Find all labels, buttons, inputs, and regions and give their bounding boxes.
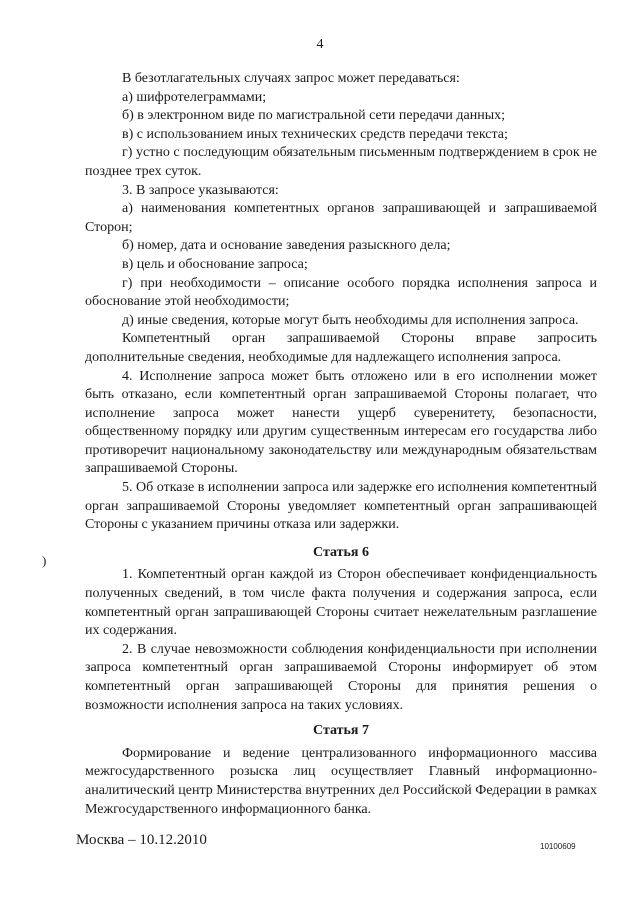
paragraph: 1. Компетентный орган каждой из Сторон обеспечивает конфиденциальность полученных сведений, в том числе факта получения и содержания запроса, если компетентный орган запрашивающей Стороны считает нежелательным разглашение их содержания. bbox=[85, 567, 597, 639]
margin-mark: ) bbox=[42, 553, 47, 568]
article-6 bbox=[85, 544, 597, 715]
paragraph: Компетентный орган запрашиваемой Стороны вправе запросить дополнительные сведения, необходимые для надлежащего исполнения запроса. bbox=[85, 331, 597, 365]
paragraph: а) шифротелеграммами; bbox=[122, 89, 267, 105]
paragraph: б) в электронном виде по магистральной сети передачи данных; bbox=[122, 108, 506, 124]
paragraph: 4. Исполнение запроса может быть отложено или в его исполнении может быть отказано, если компетентный орган запрашиваемой Стороны полагает, что исполнение запроса может нанести ущерб суверенитету, безопасности, общественному порядку или другим существенным интересам его государства либо противоречит национальному законодательству или международным обязательствам запрашиваемой Стороны. bbox=[85, 368, 597, 477]
paragraph: в) цель и обоснование запроса; bbox=[122, 256, 308, 272]
article-7 bbox=[85, 722, 597, 819]
article-heading: Статья 6 bbox=[313, 544, 369, 560]
paragraph: 5. Об отказе в исполнении запроса или задержке его исполнения компетентный орган запрашиваемой Стороны уведомляет компетентный орган запрашивающей Стороны с указанием причины отказа или задержки. bbox=[85, 480, 597, 533]
paragraph: б) номер, дата и основание заведения разыскного дела; bbox=[122, 238, 451, 254]
paragraph: 3. В запросе указываются: bbox=[122, 182, 279, 198]
footer-place-date: Москва – 10.12.2010 bbox=[76, 832, 207, 848]
document-body bbox=[85, 70, 597, 819]
paragraph: д) иные сведения, которые могут быть необходимы для исполнения запроса. bbox=[122, 312, 579, 328]
paragraph: г) устно с последующим обязательным письменным подтверждением в срок не позднее трех суток. bbox=[85, 145, 597, 179]
footer-code: 10100609 bbox=[540, 842, 576, 851]
paragraph: Формирование и ведение централизованного информационного массива межгосударственного розыска лиц осуществляет Главный информационно-аналитический центр Министерства внутренних дел Российской Федерации в рамках Межгосударственного информационного банка. bbox=[85, 745, 597, 817]
paragraph: г) при необходимости – описание особого порядка исполнения запроса и обоснование этой необходимости; bbox=[85, 275, 597, 310]
page-number: 4 bbox=[316, 37, 324, 52]
paragraph: в) с использованием иных технических средств передачи текста; bbox=[122, 126, 508, 142]
paragraph: а) наименования компетентных органов запрашивающей и запрашиваемой Сторон; bbox=[85, 201, 597, 235]
paragraph: В безотлагательных случаях запрос может передаваться: bbox=[122, 71, 460, 86]
paragraph: 2. В случае невозможности соблюдения конфиденциальности при исполнении запроса компетентный орган запрашиваемой Стороны информирует об этом компетентный орган запрашивающей Стороны для принятия решения о возможности исполнения запроса на таких условиях. bbox=[85, 641, 597, 713]
article-heading: Статья 7 bbox=[313, 723, 369, 739]
